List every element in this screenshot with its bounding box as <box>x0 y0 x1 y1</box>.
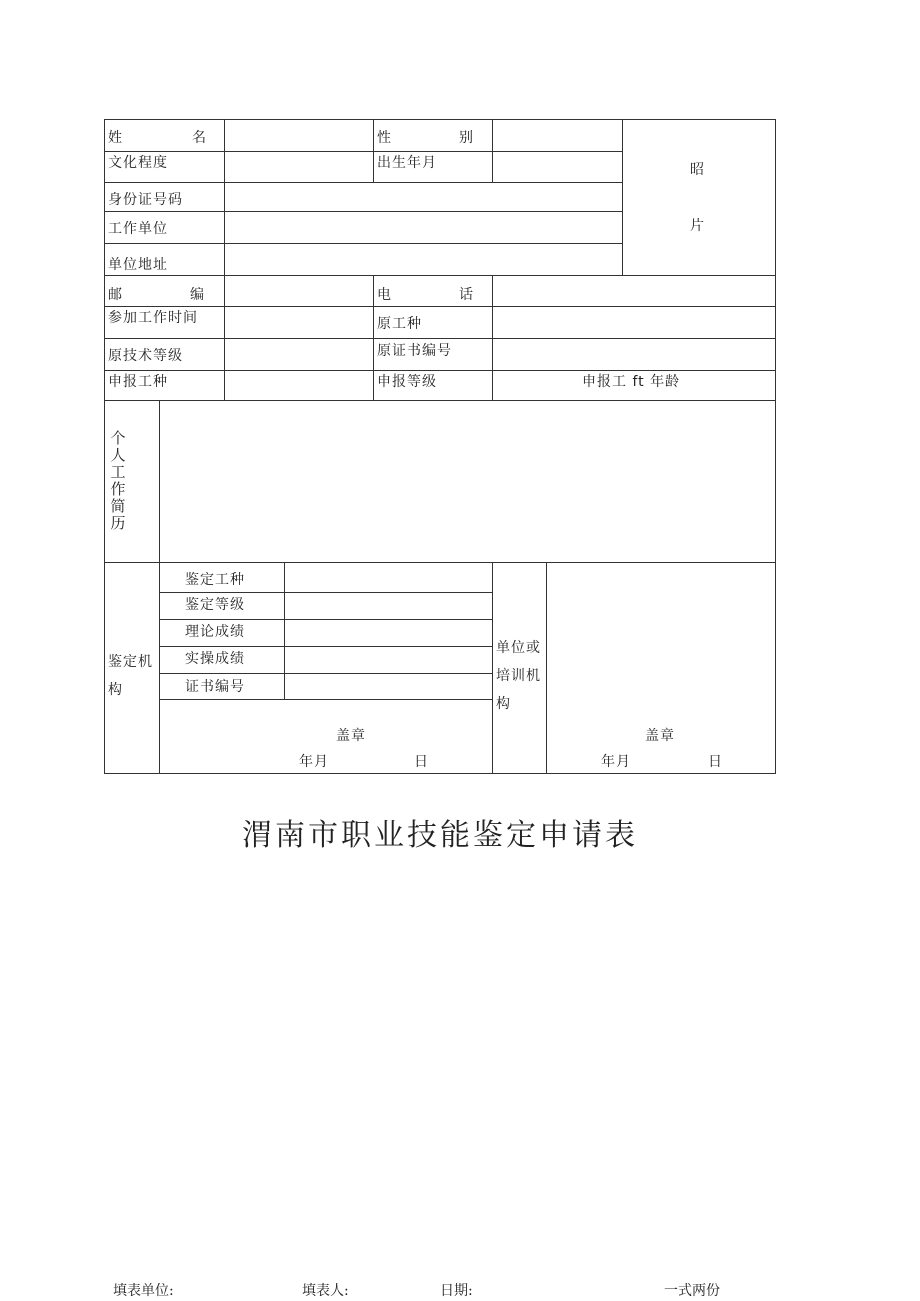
unit-training-label: 单位或培训机构 <box>496 640 541 712</box>
practice-score-label: 实操成绩 <box>185 651 245 667</box>
appraisal-level-label: 鉴定等级 <box>185 597 245 613</box>
original-trade-label: 原工种 <box>377 316 422 332</box>
apply-level-label: 申报等级 <box>377 374 437 390</box>
theory-score-label: 理论成绩 <box>185 624 245 640</box>
date-d-right: 日 <box>708 754 723 770</box>
appraisal-org-label: 鉴定机构 <box>108 654 153 698</box>
date-d-left: 日 <box>414 754 429 770</box>
original-level-label: 原技术等级 <box>108 348 183 364</box>
cert-number-label: 证书编号 <box>185 679 245 695</box>
footer-filler: 填表人: <box>302 1283 349 1299</box>
appraisal-trade-label: 鉴定工种 <box>185 572 245 588</box>
phone-label: 电 话 <box>377 287 473 303</box>
footer-copies: 一式两份 <box>664 1283 720 1299</box>
gender-label: 性 别 <box>377 130 473 146</box>
id-number-label: 身份证号码 <box>108 192 183 208</box>
page-title: 渭南市职业技能鉴定申请表 <box>242 818 638 853</box>
apply-trade-label: 申报工种 <box>108 374 168 390</box>
date-ym-left: 年月 <box>299 754 329 770</box>
original-cert-label: 原证书编号 <box>377 343 452 359</box>
name-label: 姓 名 <box>108 130 206 146</box>
employer-label: 工作单位 <box>108 221 168 237</box>
apply-years-label: 申报工 ft 年龄 <box>582 374 681 390</box>
photo-label-top: 昭 <box>690 162 705 178</box>
education-label: 文化程度 <box>108 155 168 171</box>
date-ym-right: 年月 <box>601 754 631 770</box>
employer-address-label: 单位地址 <box>108 257 168 273</box>
footer-fill-unit: 填表单位: <box>113 1283 174 1299</box>
photo-label-bottom: 片 <box>690 218 705 234</box>
seal-label-right: 盖章 <box>645 728 675 744</box>
birth-date-label: 出生年月 <box>377 155 437 171</box>
seal-label-left: 盖章 <box>336 728 366 744</box>
work-start-label: 参加工作时间 <box>108 310 198 326</box>
resume-label: 个人工作简历 <box>110 429 126 532</box>
footer-date: 日期: <box>440 1283 473 1299</box>
postcode-label: 邮 编 <box>108 287 204 303</box>
